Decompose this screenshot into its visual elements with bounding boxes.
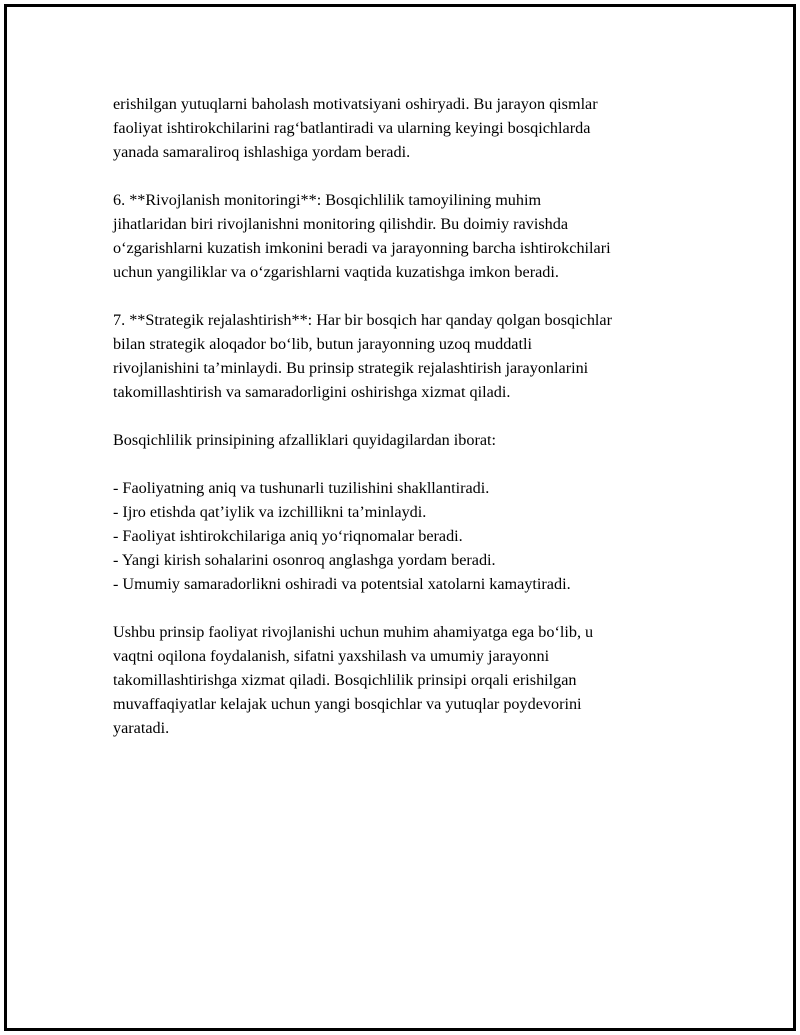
list-item: - Yangi kirish sohalarini osonroq anglashga yordam beradi. bbox=[113, 551, 496, 569]
text-line: muvaffaqiyatlar kelajak uchun yangi bosqichlar va yutuqlar poydevorini bbox=[113, 695, 582, 713]
text-line: vaqtni oqilona foydalanish, sifatni yaxshilash va umumiy jarayonni bbox=[113, 647, 550, 665]
text-line: o‘zgarishlarni kuzatish imkonini beradi va jarayonning barcha ishtirokchilari bbox=[113, 239, 611, 257]
text-line: Bosqichlilik prinsipining afzalliklari quyidagilardan iborat: bbox=[113, 431, 497, 449]
text-line: rivojlanishini ta’minlaydi. Bu prinsip strategik rejalashtirish jarayonlarini bbox=[113, 359, 589, 377]
text-line: bilan strategik aloqador bo‘lib, butun jarayonning uzoq muddatli bbox=[113, 335, 532, 353]
text-line: takomillashtirish va samaradorligini oshirishga xizmat qiladi. bbox=[113, 383, 511, 401]
list-item: - Faoliyatning aniq va tushunarli tuzilishini shakllantiradi. bbox=[113, 479, 490, 497]
list-item: - Umumiy samaradorlikni oshiradi va potentsial xatolarni kamaytiradi. bbox=[113, 575, 571, 593]
text-line: erishilgan yutuqlarni baholash motivatsiyani oshiryadi. Bu jarayon qismlar bbox=[113, 95, 598, 113]
text-line: yanada samaraliroq ishlashiga yordam beradi. bbox=[113, 143, 411, 161]
paragraph-advantages-heading bbox=[113, 428, 703, 452]
text-line: takomillashtirishga xizmat qiladi. Bosqichlilik prinsipi orqali erishilgan bbox=[113, 671, 577, 689]
list-item: - Ijro etishda qat’iylik va izchillikni ta’minlaydi. bbox=[113, 503, 427, 521]
document-body bbox=[113, 92, 703, 764]
paragraph-item-7 bbox=[113, 308, 703, 404]
text-line: Ushbu prinsip faoliyat rivojlanishi uchun muhim ahamiyatga ega bo‘lib, u bbox=[113, 623, 594, 641]
paragraph-intro bbox=[113, 92, 703, 164]
text-line: jihatlaridan biri rivojlanishni monitoring qilishdir. Bu doimiy ravishda bbox=[113, 215, 569, 233]
text-line: yaratadi. bbox=[113, 719, 170, 737]
text-line: faoliyat ishtirokchilarini rag‘batlantiradi va ularning keyingi bosqichlarda bbox=[113, 119, 591, 137]
list-item: - Faoliyat ishtirokchilariga aniq yo‘riqnomalar beradi. bbox=[113, 527, 463, 545]
text-line: 6. **Rivojlanish monitoringi**: Bosqichlilik tamoyilining muhim bbox=[113, 191, 542, 209]
text-line: 7. **Strategik rejalashtirish**: Har bir bosqich har qanday qolgan bosqichlar bbox=[113, 311, 612, 329]
advantages-list bbox=[113, 476, 703, 596]
paragraph-closing bbox=[113, 620, 703, 740]
text-line: uchun yangiliklar va o‘zgarishlarni vaqtida kuzatishga imkon beradi. bbox=[113, 263, 559, 281]
paragraph-item-6 bbox=[113, 188, 703, 284]
